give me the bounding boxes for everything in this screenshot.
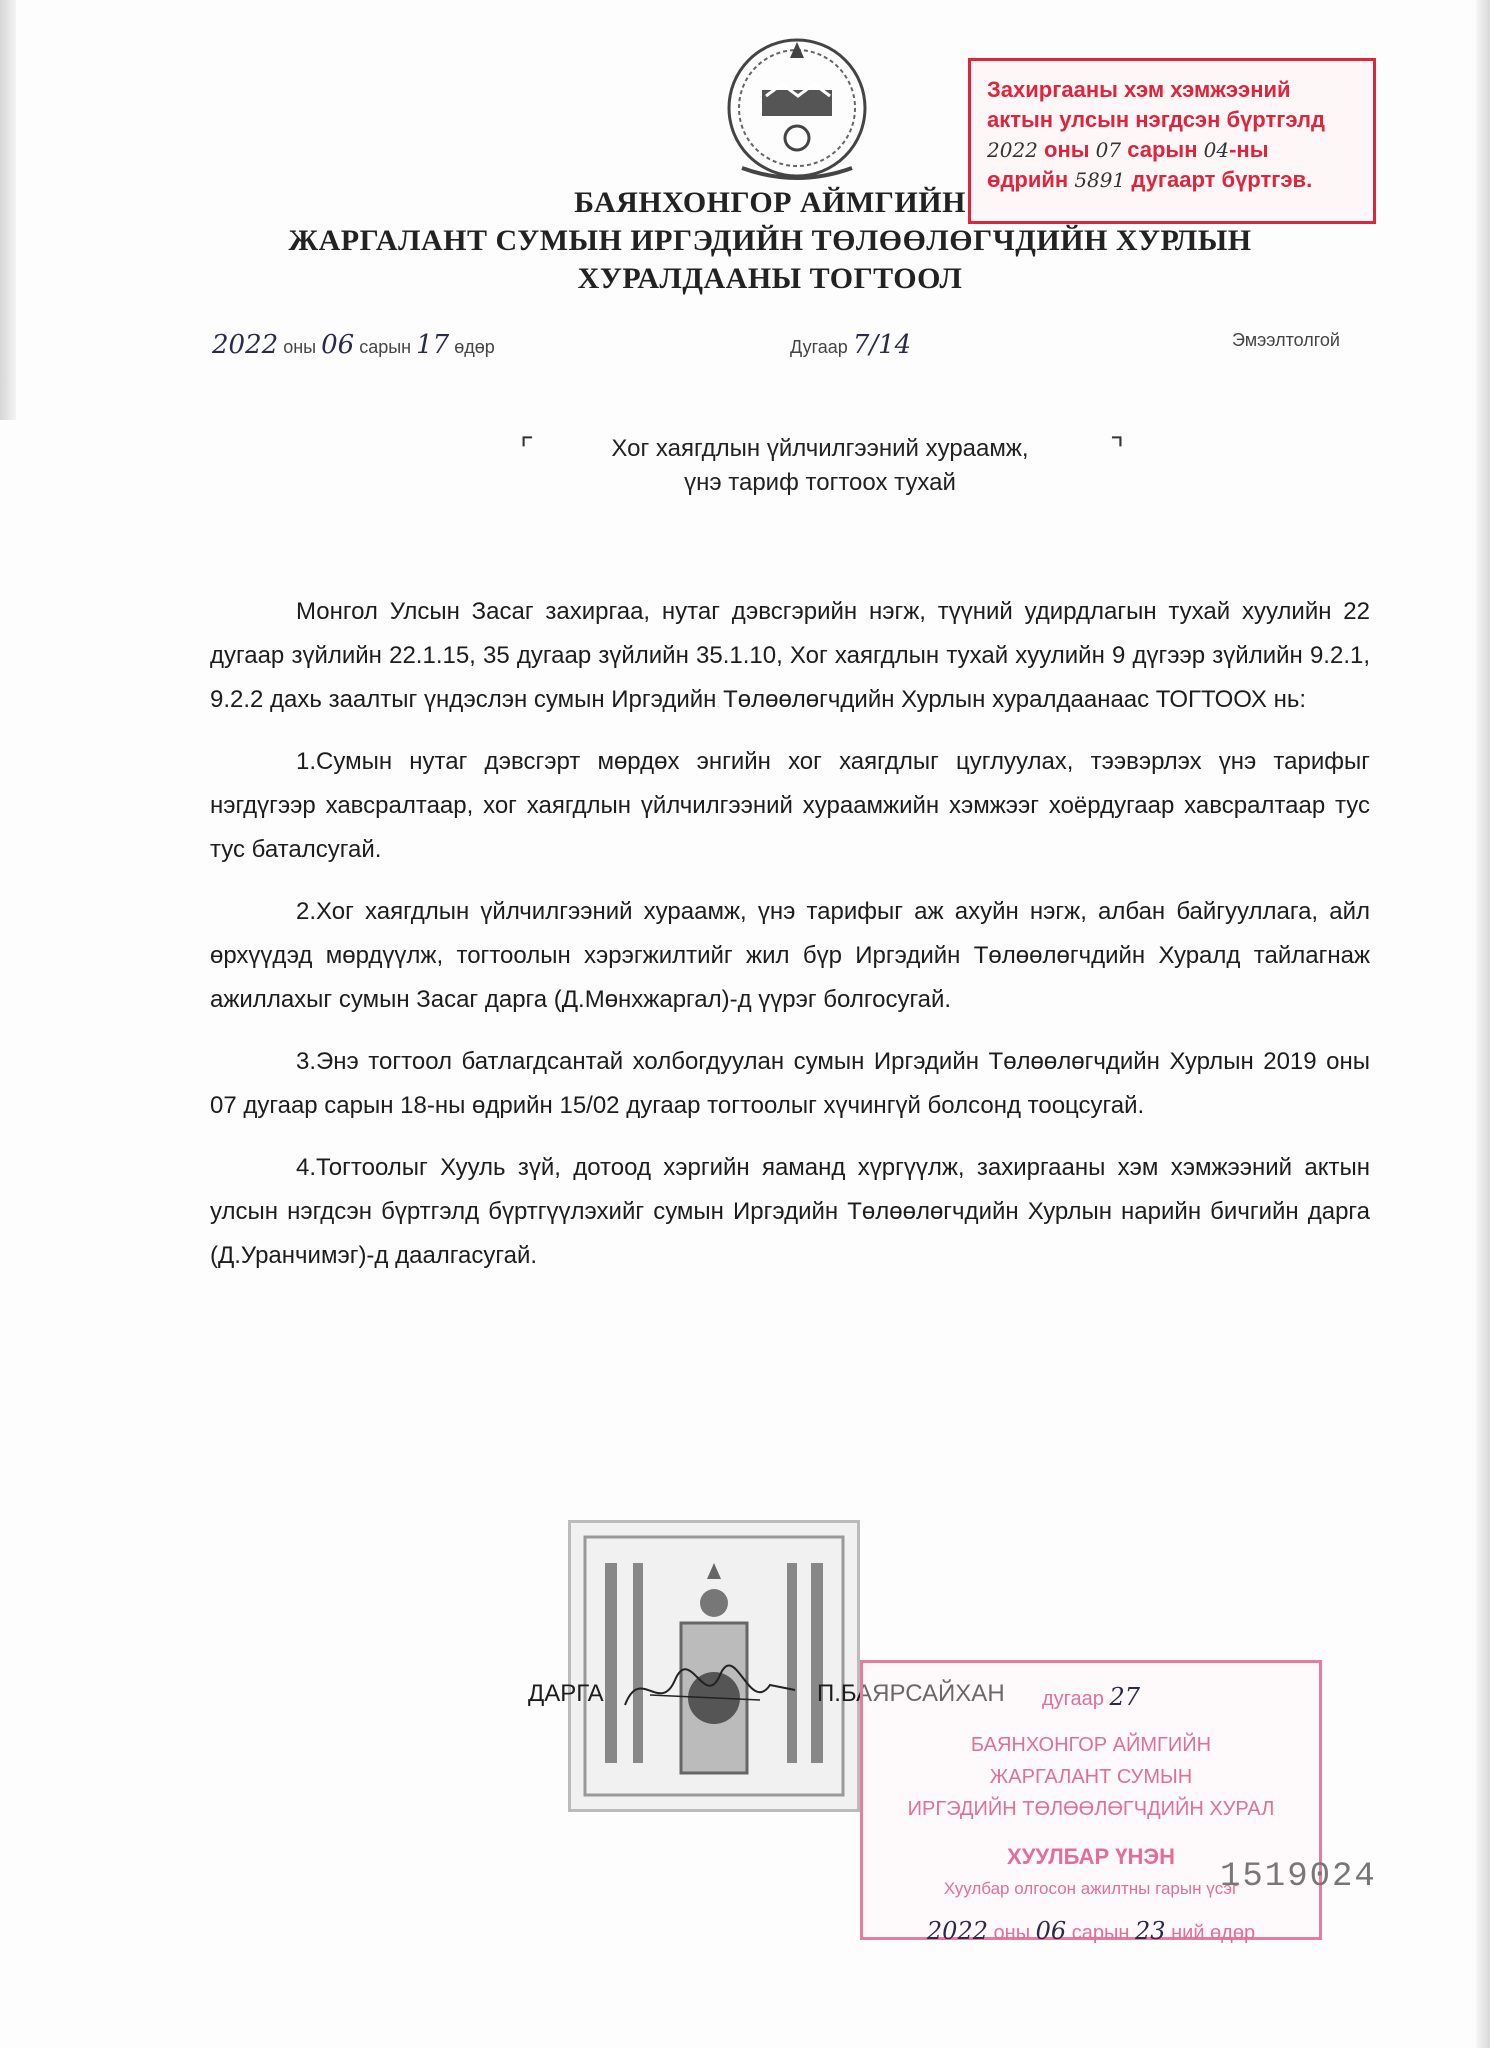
body-paragraph: Монгол Улсын Засаг захиргаа, нутаг дэвсгэрийн нэгж, түүний удирдлагын тухай хуулийн 22 дугаар зүйлийн 22.1.15, 35 дугаар зүйлийн 35.1.10, Хог хаягдлын тухай хуулийн 9 дүгээр зүйлийн 9.2.1, 9.2.2 дахь заалтыг үндэслэн сумын Иргэдийн Төлөөлөгчдийн Хурлын хуралдаанаас ТОГТООХ нь: [210,598,1370,713]
registration-day: 04 [1203,138,1230,162]
body-paragraph: 4.Тогтоолыг Хууль зүй, дотоод хэргийн яаманд хүргүүлж, захиргааны хэм хэмжээний актын улсын нэгдсэн бүртгэлд бүртгүүлэхийг сумын Иргэдийн Төлөөлөгчдийн Хурлын нарийн бичгийн дарга (Д.Уранчимэг)-д даалгасугай. [210,1154,1370,1269]
subject-bracket-right: ⌝ [1110,433,1125,466]
stamp-line: БАЯНХОНГОР АЙМГИЙН [970,1734,1212,1756]
label: -ны [1229,137,1269,162]
stamp-line: ЖАРГАЛАНТ СУМЫН [989,1766,1193,1788]
date-month: 06 [321,330,355,360]
label: Дугаар [790,337,848,357]
stamp-date-day: 23 [1135,1917,1166,1945]
label: өдөр [454,337,495,357]
subject-bracket-left: ⌜ [520,433,535,466]
resolution-body [210,590,1370,1296]
label: оны [1044,137,1090,162]
header-aimag: БАЯНХОНГОР АЙМГИЙН [574,186,966,219]
label: оны [283,337,317,357]
body-paragraph: 1.Сумын нутаг дэвсгэрт мөрдөх энгийн хог хаягдлыг цуглуулах, тээвэрлэх үнэ тарифыг нэгдүгээр хавсралтаар, хог хаягдлын үйлчилгээний хураамжийн хэмжээг хоёрдугаар хавсралтаар тус тус баталсугай. [210,748,1370,863]
registration-stamp-number-line [987,165,1363,195]
stamp-certified-copy: ХУУЛБАР ҮНЭН [1007,1844,1175,1869]
registration-stamp-line: актын улсын нэгдсэн бүртгэлд [987,107,1325,132]
resolution-place: Эмээлтолгой [1232,330,1340,350]
resolution-number [790,330,911,360]
header-soum-council: ЖАРГАЛАНТ СУМЫН ИРГЭДИЙН ТӨЛӨӨЛӨГЧДИЙН ХУРЛЫН [288,224,1252,257]
label: дугаарт бүртгэв. [1131,167,1313,192]
stamp-date-year: 2022 [926,1917,988,1945]
resolution-date [212,330,495,360]
stamp-serial-number: 1519024 [1220,1858,1377,1896]
label: сарын [1127,137,1198,162]
stamp-number-row [863,1681,1319,1715]
stamp-line: ИРГЭДИЙН ТӨЛӨӨЛӨГЧДИЙН ХУРАЛ [907,1798,1275,1820]
label: дугаар [1041,1688,1104,1710]
label: ний өдөр [1171,1922,1256,1944]
label: оны [993,1922,1031,1944]
registration-number: 5891 [1074,168,1126,192]
stamp-date-row [863,1915,1319,1949]
resolution-subject [560,432,1080,500]
page-edge-shadow [1476,0,1490,2048]
signatory-title: ДАРГА [528,1680,604,1707]
label: сарын [1071,1922,1130,1944]
registration-stamp-date-line [987,135,1363,165]
label: сарын [359,337,412,357]
subject-line: үнэ тариф тогтоох тухай [684,469,956,496]
resolution-number-value: 7/14 [852,330,912,360]
label: өдрийн [987,167,1069,192]
stamp-line: Хуулбар олгосон ажилтны гарын үсэг [943,1879,1239,1898]
registration-stamp [968,58,1376,224]
copy-certification-stamp [860,1660,1322,1945]
date-year: 2022 [212,330,279,360]
page-fold-shadow [0,0,16,420]
body-paragraph: 2.Хог хаягдлын үйлчилгээний хураамж, үнэ тарифыг аж ахуйн нэгж, албан байгууллага, айл өрхүүдэд мөрдүүлж, тогтоолын хэрэгжилтийг жил бүр Иргэдийн Төлөөлөгчдийн Хуралд тайлагнаж ажиллахыг сумын Засаг дарга (Д.Мөнхжаргал)-д үүрэг болгосугай. [210,898,1370,1013]
signature-scribble-icon [620,1655,800,1725]
registration-year: 2022 [987,138,1038,162]
header-resolution-title: ХУРАЛДААНЫ ТОГТООЛ [577,262,963,295]
date-day: 17 [416,330,450,360]
registration-month: 07 [1095,138,1122,162]
body-paragraph: 3.Энэ тогтоол батлагдсантай холбогдуулан сумын Иргэдийн Төлөөлөгчдийн Хурлын 2019 оны 07 дугаар сарын 18-ны өдрийн 15/02 дугаар тогтоолыг хүчингүй болсонд тооцсугай. [210,1048,1370,1119]
stamp-number-value: 27 [1109,1683,1140,1711]
stamp-date-month: 06 [1035,1917,1067,1945]
state-emblem-icon [722,28,872,188]
signatory-name: П.БАЯРСАЙХАН [817,1680,1005,1707]
registration-stamp-line: Захиргааны хэм хэмжээний [987,77,1291,102]
subject-line: Хог хаягдлын үйлчилгээний хураамж, [611,435,1029,462]
